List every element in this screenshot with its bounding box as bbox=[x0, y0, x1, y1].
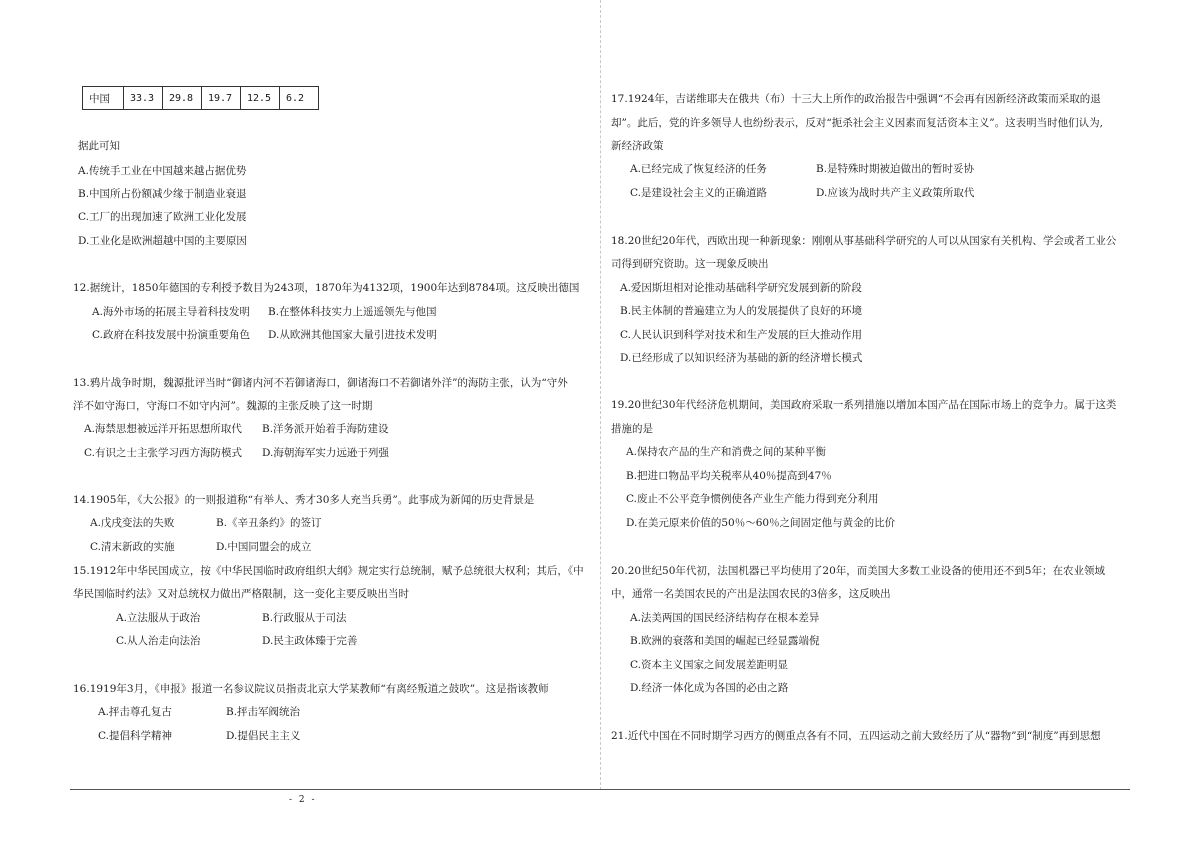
option-a: A.抨击尊孔复古 bbox=[98, 706, 172, 718]
option-a: A.立法服从于政治 bbox=[116, 612, 201, 624]
question-stem: 据此可知 bbox=[78, 140, 120, 152]
option-b: B.是特殊时期被迫做出的暂时妥协 bbox=[816, 163, 975, 175]
table-cell: 12.5 bbox=[241, 87, 280, 110]
option-d: D.经济一体化成为各国的必由之路 bbox=[630, 682, 789, 694]
option-b: B.把进口物品平均关税率从40％提高到47％ bbox=[626, 470, 832, 482]
question-stem: 司得到研究资助。这一现象反映出 bbox=[611, 258, 769, 270]
option-c: C.人民认识到科学对技术和生产发展的巨大推动作用 bbox=[620, 329, 862, 341]
option-c: C.工厂的出现加速了欧洲工业化发展 bbox=[78, 211, 247, 223]
footer-rule bbox=[70, 789, 1130, 790]
question-stem: 新经济政策 bbox=[611, 140, 664, 152]
table-cell: 19.7 bbox=[202, 87, 241, 110]
option-a: A.爱因斯坦相对论推动基础科学研究发展到新的阶段 bbox=[620, 282, 862, 294]
question-stem: 却”。此后，党的许多领导人也纷纷表示，反对“扼杀社会主义因素而复活资本主义”。这表明当时他们认为, bbox=[611, 117, 1103, 129]
option-d: D.提倡民主主义 bbox=[226, 730, 301, 742]
option-b: B.《辛丑条约》的签订 bbox=[216, 517, 322, 529]
table-cell: 中国 bbox=[83, 87, 124, 110]
option-d: D.民主政体臻于完善 bbox=[262, 635, 358, 647]
question-stem: 18.20世纪20年代，西欧出现一种新现象：刚刚从事基础科学研究的人可以从国家有关机构、学会或者工业公 bbox=[611, 235, 1117, 247]
option-a: A.海禁思想被远洋开拓思想所取代 bbox=[84, 423, 242, 435]
option-d: D.已经形成了以知识经济为基础的新的经济增长模式 bbox=[620, 352, 863, 364]
question-stem: 中，通常一名美国农民的产出是法国农民的3倍多，这反映出 bbox=[611, 588, 891, 600]
option-c: C.是建设社会主义的正确道路 bbox=[630, 187, 767, 199]
question-stem: 13.鸦片战争时期，魏源批评当时“御诸内河不若御诸海口，御诸海口不若御诸外洋”的海防主张，认为“守外 bbox=[73, 377, 568, 389]
option-c: C.政府在科技发展中扮演重要角色 bbox=[92, 329, 250, 341]
option-c: C.资本主义国家之间发展差距明显 bbox=[630, 659, 788, 671]
option-c: C.有识之士主张学习西方海防模式 bbox=[84, 447, 242, 459]
question-stem: 措施的是 bbox=[611, 423, 653, 435]
option-a: A.保持农产品的生产和消费之间的某种平衡 bbox=[626, 446, 826, 458]
table-cell: 29.8 bbox=[163, 87, 202, 110]
option-b: B.民主体制的普遍建立为人的发展提供了良好的环境 bbox=[620, 305, 863, 317]
table-cell: 6.2 bbox=[280, 87, 319, 110]
option-b: B.洋务派开始着手海防建设 bbox=[262, 423, 389, 435]
question-stem: 14.1905年，《大公报》的一则报道称“有举人、秀才30多人充当兵勇”。此事成为新闻的历史背景是 bbox=[73, 494, 535, 506]
option-c: C.从人治走向法治 bbox=[116, 635, 201, 647]
option-a: A.戊戌变法的失败 bbox=[90, 517, 175, 529]
option-c: C.废止不公平竞争惯例使各产业生产能力得到充分利用 bbox=[626, 493, 879, 505]
question-stem: 21.近代中国在不同时期学习西方的侧重点各有不同，五四运动之前大致经历了从“器物”到“制度”再到思想 bbox=[611, 730, 1101, 742]
option-b: B.抨击军阀统治 bbox=[226, 706, 301, 718]
question-stem: 华民国临时约法》又对总统权力做出严格限制，这一变化主要反映出当时 bbox=[73, 588, 409, 600]
option-d: D.在美元原来价值的50％～60％之间固定他与黄金的比价 bbox=[626, 517, 896, 529]
question-stem: 12.据统计，1850年德国的专利授予数目为243项，1870年为4132项，1900年达到8784项。这反映出德国 bbox=[73, 282, 580, 294]
option-c: C.清末新政的实施 bbox=[90, 541, 175, 553]
option-d: D.海朝海军实力远逊于列强 bbox=[262, 447, 389, 459]
page-number: - 2 - bbox=[289, 795, 317, 805]
question-stem: 19.20世纪30年代经济危机期间，美国政府采取一系列措施以增加本国产品在国际市场上的竞争力。属于这类 bbox=[611, 399, 1117, 411]
option-a: A.海外市场的拓展主导着科技发明 bbox=[92, 306, 250, 318]
question-stem: 洋不如守海口，守海口不如守内河”。魏源的主张反映了这一时期 bbox=[73, 400, 373, 412]
option-a: A.传统手工业在中国越来越占据优势 bbox=[78, 165, 247, 177]
table-row bbox=[83, 87, 319, 110]
question-stem: 17.1924年，吉诺维耶夫在俄共（布）十三大上所作的政治报告中强调“不会再有因新经济政策而采取的退 bbox=[611, 93, 1101, 105]
option-d: D.中国同盟会的成立 bbox=[216, 541, 312, 553]
question-stem: 15.1912年中华民国成立，按《中华民国临时政府组织大纲》规定实行总统制，赋予总统很大权利；其后，《中 bbox=[73, 565, 584, 577]
option-b: B.行政服从于司法 bbox=[262, 612, 347, 624]
option-d: D.工业化是欧洲超越中国的主要原因 bbox=[78, 235, 247, 247]
option-c: C.提倡科学精神 bbox=[98, 730, 172, 742]
option-b: B.欧洲的衰落和美国的崛起已经显露端倪 bbox=[630, 635, 820, 647]
option-d: D.应该为战时共产主义政策所取代 bbox=[816, 187, 975, 199]
column-divider bbox=[600, 0, 601, 790]
option-b: B.在整体科技实力上遥遥领先与他国 bbox=[268, 306, 437, 318]
option-a: A.已经完成了恢复经济的任务 bbox=[630, 163, 767, 175]
question-stem: 20.20世纪50年代初，法国机器已平均使用了20年，而美国大多数工业设备的使用还不到5年；在农业领域 bbox=[611, 565, 1105, 577]
table-cell: 33.3 bbox=[124, 87, 163, 110]
option-b: B.中国所占份额减少缘于制造业衰退 bbox=[78, 188, 247, 200]
option-a: A.法美两国的国民经济结构存在根本差异 bbox=[630, 612, 820, 624]
data-table bbox=[82, 86, 319, 110]
option-d: D.从欧洲其他国家大量引进技术发明 bbox=[268, 329, 437, 341]
question-stem: 16.1919年3月，《申报》报道一名参议院议员指责北京大学某教师“有离经叛道之鼓吹”。这是指该教师 bbox=[73, 683, 549, 695]
